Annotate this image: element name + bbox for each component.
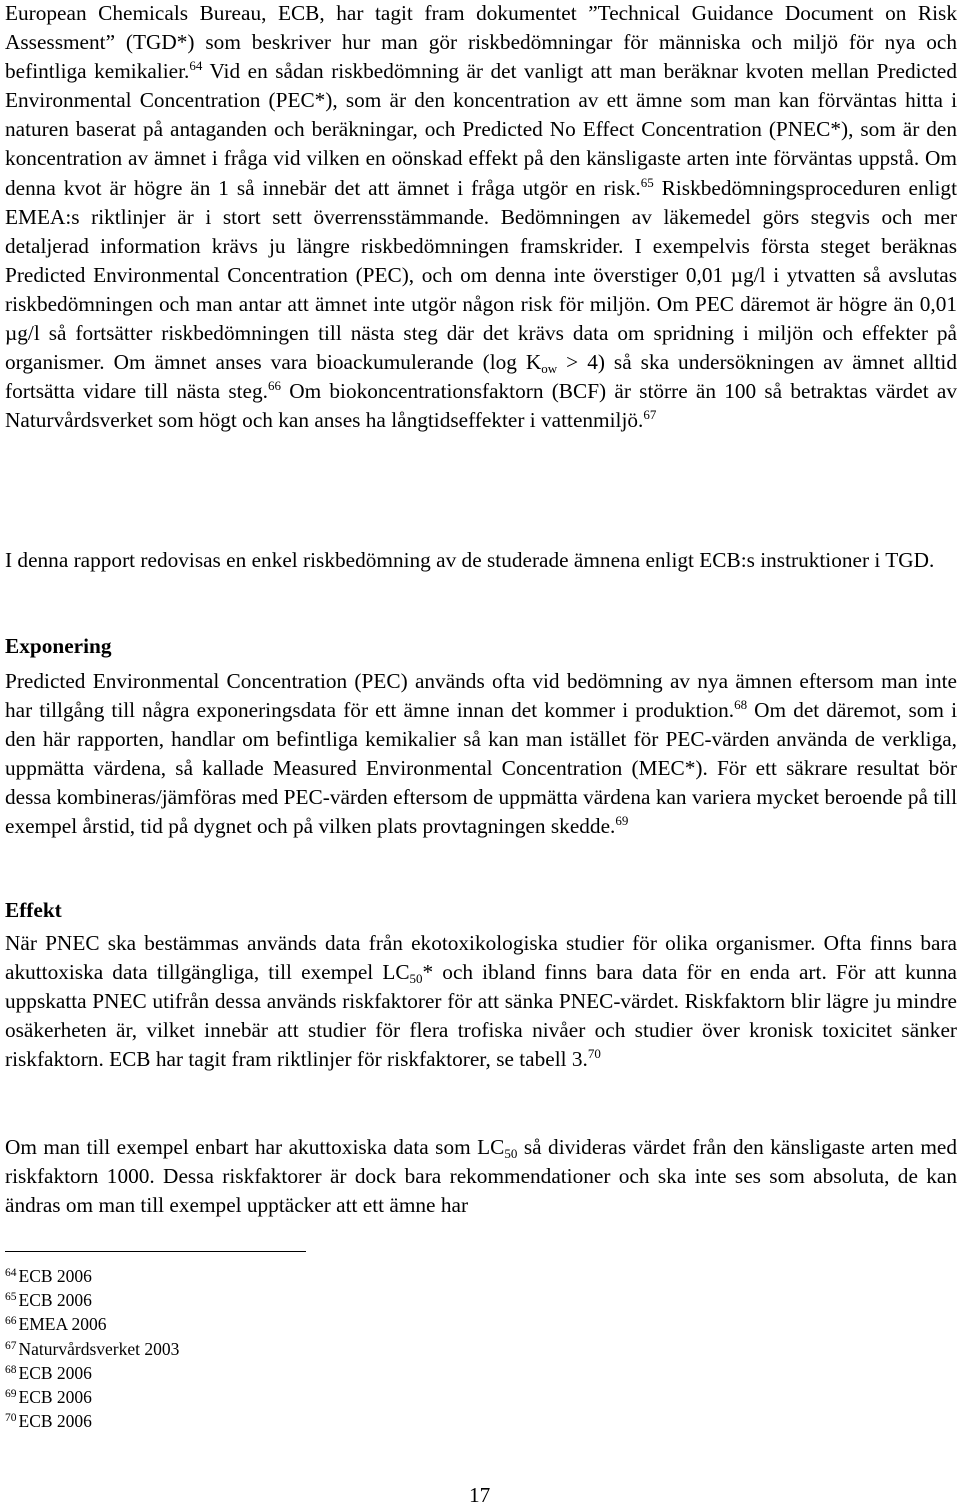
footnote-item — [5, 1361, 179, 1385]
text: När PNEC ska bestämmas används data från ekotoxikologiska studier för olika organismer. Ofta finns bara akuttoxiska data tillgängliga, till exempel LC — [5, 931, 957, 985]
footnote-item — [5, 1337, 179, 1361]
heading-effekt: Effekt — [5, 898, 62, 922]
paragraph-tgd-intro — [5, 0, 957, 435]
footnote-ref-69[interactable]: 69 — [615, 813, 629, 829]
footnotes-list — [5, 1264, 179, 1433]
footnote-item — [5, 1385, 179, 1409]
footnote-ref-70[interactable]: 70 — [587, 1046, 601, 1062]
text: Om biokoncentrationsfaktorn (BCF) är större än 100 så betraktas värdet av Naturvårdsverket som högt och kan anses ha långtidseffekter i vattenmiljö. — [5, 379, 958, 433]
paragraph-report-scope — [5, 546, 957, 575]
footnote-text: EMEA 2006 — [18, 1314, 107, 1335]
text: Vid en sådan riskbedömning är det vanligt att man beräknar kvoten mellan Predicted Environmental Concentration (PEC*), som är den koncentration av ett ämne som man kan förväntas hitta i naturen baserat på antaganden och beräkningar, och Predicted No Effect Concentration (PNEC*), som är den koncentration av ämnet i fråga vid vilken en oönskad effekt på den känsligaste arten inte förväntas uppstå. Om denna kvot är högre än 1 så innebär det att ämnet i fråga utgör en risk. — [5, 59, 957, 200]
text: * och ibland finns bara data för en enda art. För att kunna uppskatta PNEC utifrån dessa används riskfaktorer för att sänka PNEC-värdet. Riskfaktorn blir lägre ju mindre osäkerheten är, vilket innebär att studier för flera trofiska nivåer och studier över kronisk toxicitet sänker riskfaktorn. ECB har tagit fram riktlinjer för riskfaktorer, se tabell 3. — [5, 960, 958, 1072]
subscript-50: 50 — [504, 1146, 518, 1161]
footnote-text: ECB 2006 — [18, 1290, 92, 1311]
page-number: 17 — [469, 1483, 491, 1507]
footnote-item — [5, 1288, 179, 1312]
footnote-number: 68 — [5, 1363, 17, 1376]
text: Predicted Environmental Concentration (PEC) används ofta vid bedömning av nya ämnen eftersom man inte har tillgång till några exponeringsdata för ett ämne innan det kommer i produktion. — [5, 669, 957, 723]
footnote-text: ECB 2006 — [18, 1362, 92, 1383]
heading-exponering: Exponering — [5, 634, 112, 658]
footnote-item — [5, 1409, 179, 1433]
footnote-number: 67 — [5, 1339, 17, 1352]
footnote-text: ECB 2006 — [18, 1387, 92, 1408]
text: Om man till exempel enbart har akuttoxiska data som LC — [5, 1135, 505, 1159]
footnote-number: 66 — [5, 1315, 17, 1328]
footnote-ref-65[interactable]: 65 — [640, 174, 654, 190]
footnote-text: Naturvårdsverket 2003 — [18, 1338, 180, 1359]
text: så divideras värdet från den känsligaste arten med riskfaktorn 1000. Dessa riskfaktorer är dock bara rekommendationer och ska inte ses som absoluta, de kan ändras om man till exempel upptäcker att ett ämne har — [5, 1135, 957, 1218]
footnote-text: ECB 2006 — [18, 1411, 92, 1432]
text: Om det däremot, som i den här rapporten, handlar om befintliga kemikalier så kan man istället för PEC-värden använda de verkliga, uppmätta värdena, så kallade Measured Environmental Concentration (MEC*). För ett säkrare resultat bör dessa kombineras/jämföras med PEC-värden eftersom de uppmätta värdena kan variera mycket beroende på till exempel årstid, tid på dygnet och på vilken plats provtagningen skedde. — [5, 698, 957, 839]
footnote-item — [5, 1264, 179, 1288]
footnote-number: 70 — [5, 1412, 17, 1425]
footnote-ref-68[interactable]: 68 — [734, 697, 748, 713]
footnote-ref-66[interactable]: 66 — [267, 378, 281, 394]
paragraph-riskfaktor — [5, 1133, 957, 1220]
footnote-ref-67[interactable]: 67 — [643, 407, 657, 423]
footnote-number: 69 — [5, 1388, 17, 1401]
footnote-number: 64 — [5, 1267, 17, 1279]
footnote-number: 65 — [5, 1291, 17, 1304]
paragraph-effekt — [5, 929, 957, 1074]
footnote-item — [5, 1312, 179, 1336]
subscript-50: 50 — [409, 971, 423, 987]
paragraph-exponering — [5, 667, 957, 842]
footnote-ref-64[interactable]: 64 — [189, 58, 203, 74]
footnote-separator — [5, 1251, 306, 1252]
footnote-text: ECB 2006 — [18, 1266, 92, 1286]
text: I denna rapport redovisas en enkel riskbedömning av de studerade ämnena enligt ECB:s instruktioner i TGD. — [5, 548, 935, 572]
subscript-ow: ow — [541, 361, 558, 377]
text: Riskbedömningsproceduren enligt EMEA:s riktlinjer är i stort sett överrensstämmande. Bedömningen av läkemedel görs stegvis och mer detaljerad information krävs ju längre riskbedömningen framskrider. I exempelvis första steget beräknas Predicted Environmental Concentration (PEC), och om denna inte överstiger 0,01 µg/l i ytvatten så avslutas riskbedömningen och man antar att ämnet inte utgör någon risk för miljön. Om PEC däremot är högre än 0,01 µg/l så fortsätter riskbedömningen till nästa steg där det krävs data om spridning i miljön och effekter på organismer. Om ämnet anses vara bioackumulerande (log K — [5, 175, 958, 375]
text: European Chemicals Bureau, ECB, har tagit fram dokumentet ”Technical Guidance Document on Risk Assessment” (TGD*) som beskriver hur man gör riskbedömningar för människa och miljö för nya och befintliga kemikalier. — [5, 1, 957, 84]
text: > 4) så ska undersökningen av ämnet alltid fortsätta vidare till nästa steg. — [5, 350, 957, 404]
